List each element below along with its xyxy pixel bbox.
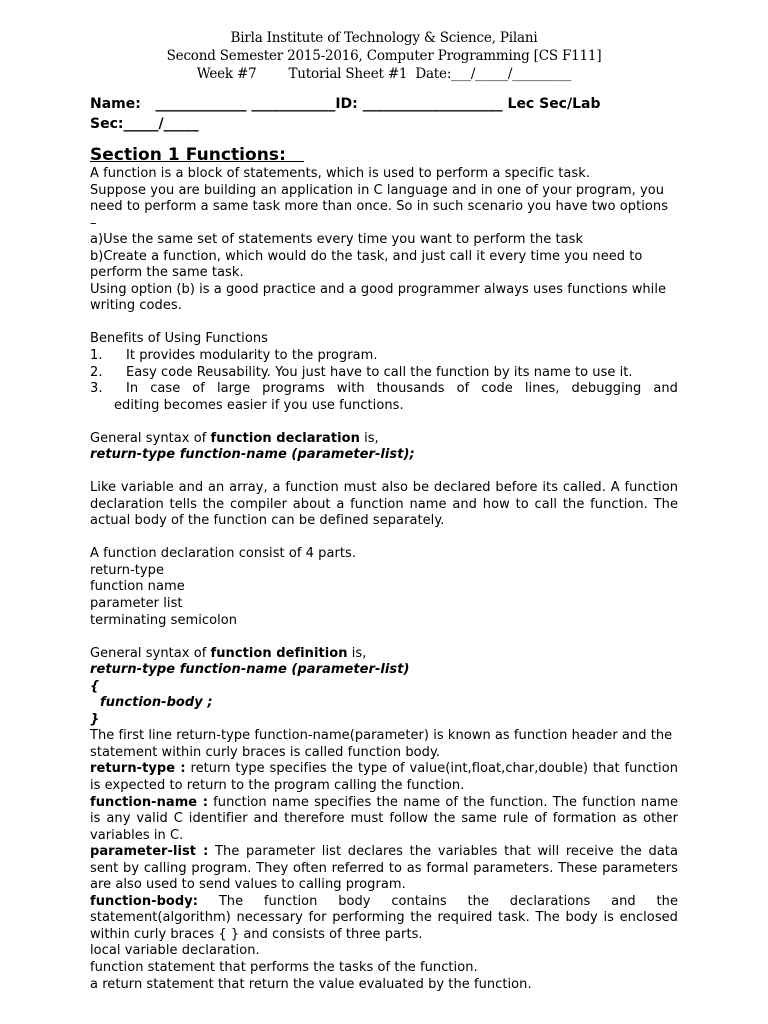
body-part-item: local variable declaration. [90,943,260,959]
name-id-line: Name: _____________ ____________ID: ____________________ Lec Sec/Lab [90,96,601,112]
course-title: Second Semester 2015-2016, Computer Programming [CS F111] [166,48,602,64]
definition-syntax: return-type function-name (parameter-list) [90,662,410,678]
option-a: a)Use the same set of statements every time you want to perform the task [90,232,584,248]
list-item: 1. It provides modularity to the program. [90,347,378,363]
institute-title: Birla Institute of Technology & Science, Pilani [230,30,538,46]
function-body-line: function-body ; [100,695,213,711]
parts-heading: A function declaration consist of 4 parts. [90,546,357,562]
date-field: Date:___/_____/_________ [415,66,572,82]
week-label: Week #7 [196,66,257,82]
section-title: Section 1 Functions: [90,145,304,165]
intro-line-1: A function is a block of statements, which is used to perform a specific task. [90,166,591,181]
declaration-intro: General syntax of function declaration is, [90,430,379,446]
option-advice: Using option (b) is a good practice and a good programmer always uses functions while writing codes. [90,281,667,314]
part-item: return-type [90,562,165,578]
header-paragraph: The first line return-type function-name(parameter) is known as function header and the statement within curly braces is called function body. [90,728,673,760]
benefits-heading: Benefits of Using Functions [90,331,268,347]
sheet-info [0,65,768,83]
term-return-type: return-type : return type specifies the type of value(int,float,char,double) that function is expected to return to the program calling the function. [90,761,678,793]
term-function-name: function-name : function name specifies the name of the function. The function name is any valid C identifier and therefore must follow the same rule of formation as other variables in C. [90,794,678,843]
term-function-body: function-body: The function body contains the declarations and the statement(algorithm) necessary for performing the required task. The body is enclosed within curly braces { } and consists of three parts. [90,893,678,942]
list-item: 3. In case of large programs with thousands of code lines, debugging and [90,381,678,397]
declaration-syntax: return-type function-name (parameter-list); [90,447,415,463]
body-part-item: function statement that performs the tasks of the function. [90,960,478,976]
section-lab-line: Sec:_____/_____ [90,116,199,132]
intro-paragraph: Suppose you are building an application in C language and in one of your program, you need to perform a same task more than once. So in such scenario you have two options – [90,182,669,231]
close-brace: } [90,711,100,727]
option-b: b)Create a function, which would do the task, and just call it every time you need to perform the same task. [90,248,643,281]
part-item: function name [90,579,185,595]
part-item: parameter list [90,596,183,612]
declaration-paragraph: Like variable and an array, a function must also be declared before its called. A function declaration tells the compiler about a function name and how to call the function. The actual body of the function can be defined separately. [90,480,678,529]
open-brace: { [90,678,100,694]
section-body [90,143,678,993]
term-parameter-list: parameter-list : The parameter list declares the variables that will receive the data sent by calling program. They often referred to as formal parameters. These parameters are also used to send values to calling program. [90,844,678,893]
body-part-item: a return statement that return the value evaluated by the function. [90,976,532,992]
definition-intro: General syntax of function definition is, [90,645,367,661]
tutorial-sheet-label: Tutorial Sheet #1 [288,66,408,82]
list-item: 2. Easy code Reusability. You just have to call the function by its name to use it. [90,364,633,380]
list-item-continuation: editing becomes easier if you use functions. [114,397,404,413]
part-item: terminating semicolon [90,612,238,628]
